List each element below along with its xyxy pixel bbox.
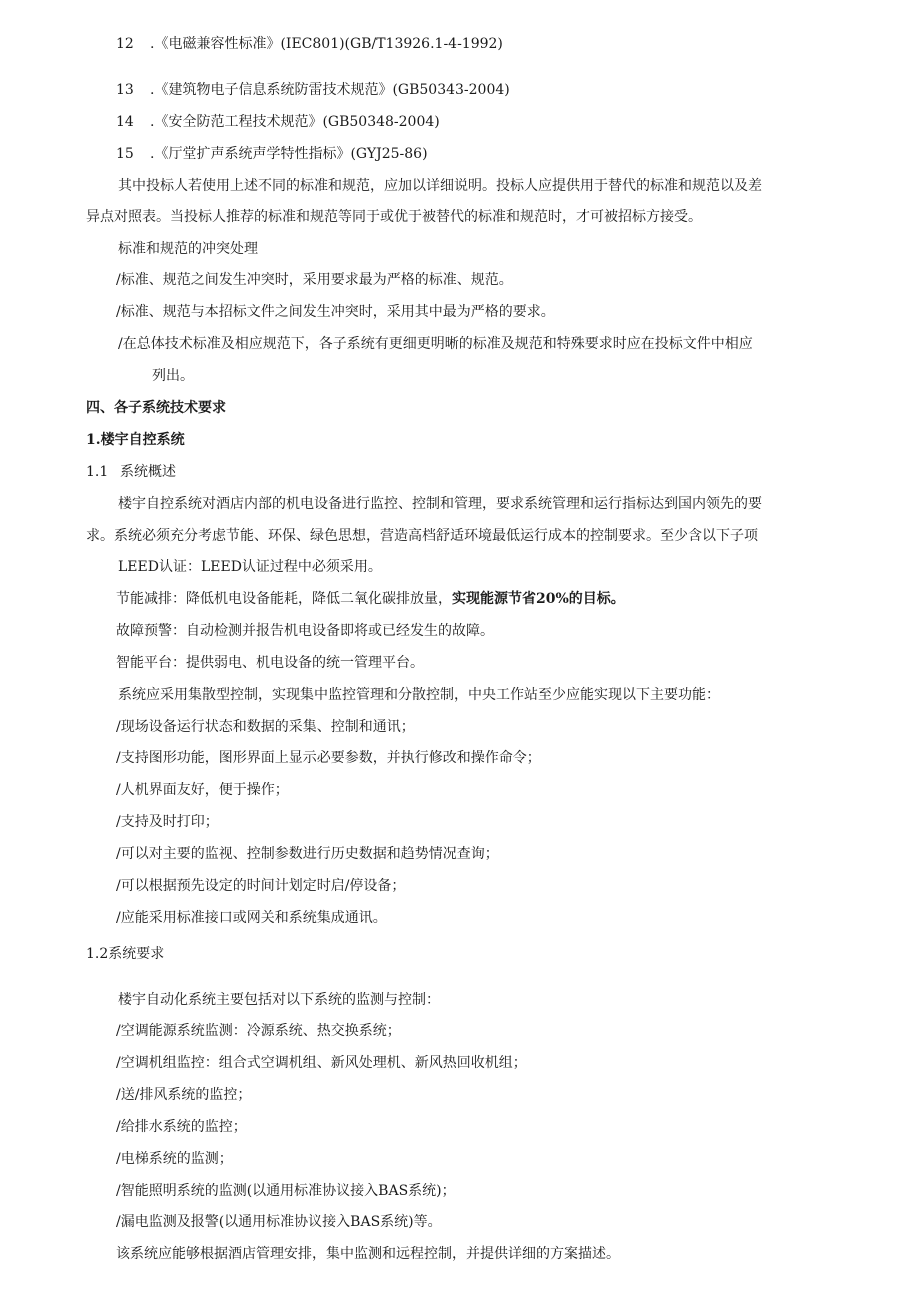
requirement-item: /空调机组监控：组合式空调机组、新风处理机、新风热回收机组；: [116, 1055, 527, 1071]
requirement-item: /智能照明系统的监测(以通用标准协议接入BAS系统)；: [116, 1183, 456, 1199]
conflict-item-continuation: 列出。: [152, 368, 194, 384]
energy-text: 节能减排：降低机电设备能耗，降低二氧化碳排放量，: [116, 591, 452, 607]
requirements-heading: 1.2系统要求: [86, 946, 165, 962]
function-item: /人机界面友好，便于操作；: [116, 782, 289, 798]
standard-item-14: [116, 112, 440, 132]
intro-paragraph-line: 异点对照表。当投标人推荐的标准和规范等同于或优于被替代的标准和规范时，才可被招标方接受。: [86, 209, 702, 225]
function-item: /支持图形功能，图形界面上显示必要参数，并执行修改和操作命令；: [116, 750, 541, 766]
standard-number: 14: [116, 114, 134, 130]
conflict-item: /标准、规范之间发生冲突时，采用要求最为严格的标准、规范。: [116, 272, 513, 288]
control-intro: 系统应采用集散型控制，实现集中监控管理和分散控制，中央工作站至少应能实现以下主要功能：: [118, 687, 720, 703]
standard-item-15: [116, 144, 428, 164]
conflict-heading: 标准和规范的冲突处理: [118, 241, 258, 257]
function-item: /应能采用标准接口或网关和系统集成通讯。: [116, 910, 387, 926]
overview-number: 1.1: [86, 464, 109, 480]
overview-title: 系统概述: [120, 464, 176, 480]
conflict-item: /标准、规范与本招标文件之间发生冲突时，采用其中最为严格的要求。: [116, 304, 555, 320]
intro-paragraph-line: 其中投标人若使用上述不同的标准和规范，应加以详细说明。投标人应提供用于替代的标准和规范以及差: [118, 178, 762, 194]
requirement-item: /漏电监测及报警(以通用标准协议接入BAS系统)等。: [116, 1214, 442, 1230]
requirement-item: /送/排风系统的监控；: [116, 1087, 252, 1103]
requirement-item: /给排水系统的监控；: [116, 1119, 247, 1135]
requirements-intro: 楼宇自动化系统主要包括对以下系统的监测与控制：: [118, 992, 440, 1008]
energy-item: [116, 589, 625, 609]
standard-text: .《建筑物电子信息系统防雷技术规范》(GB50343-2004): [150, 82, 510, 98]
function-item: /可以根据预先设定的时间计划定时启/停设备；: [116, 878, 406, 894]
requirement-item: /电梯系统的监测；: [116, 1151, 233, 1167]
closing-paragraph: 该系统应能够根据酒店管理安排，集中监测和远程控制，并提供详细的方案描述。: [116, 1246, 620, 1262]
platform-item: 智能平台：提供弱电、机电设备的统一管理平台。: [116, 655, 424, 671]
function-item: /现场设备运行状态和数据的采集、控制和通讯；: [116, 719, 415, 735]
leed-item: LEED认证：LEED认证过程中必须采用。: [118, 559, 382, 575]
energy-target-text: 实现能源节省20%的目标。: [452, 591, 625, 607]
standard-number: 12: [116, 36, 134, 52]
standard-number: 13: [116, 82, 134, 98]
standard-item-13: [116, 80, 510, 100]
standard-item-12: [116, 34, 503, 54]
fault-item: 故障预警：自动检测并报告机电设备即将或已经发生的故障。: [116, 623, 494, 639]
standard-text: .《电磁兼容性标准》(IEC801)(GB/T13926.1-4-1992): [150, 36, 503, 52]
subsection-heading: 1.楼宇自控系统: [86, 432, 185, 448]
standard-text: .《厅堂扩声系统声学特性指标》(GYJ25-86): [150, 146, 428, 162]
function-item: /可以对主要的监视、控制参数进行历史数据和趋势情况查询；: [116, 846, 499, 862]
standard-number: 15: [116, 146, 134, 162]
requirement-item: /空调能源系统监测：冷源系统、热交换系统；: [116, 1023, 401, 1039]
overview-paragraph-line: 楼宇自控系统对酒店内部的机电设备进行监控、控制和管理，要求系统管理和运行指标达到国内领先的要: [118, 496, 762, 512]
section-heading: 四、各子系统技术要求: [86, 400, 226, 416]
function-item: /支持及时打印；: [116, 814, 219, 830]
overview-heading: [86, 462, 176, 482]
conflict-item: /在总体技术标准及相应规范下，各子系统有更细更明晰的标准及规范和特殊要求时应在投标文件中相应: [118, 336, 753, 352]
standard-text: .《安全防范工程技术规范》(GB50348-2004): [150, 114, 440, 130]
overview-paragraph-line: 求。系统必须充分考虑节能、环保、绿色思想，营造高档舒适环境最低运行成本的控制要求。至少含以下子项: [86, 528, 758, 544]
